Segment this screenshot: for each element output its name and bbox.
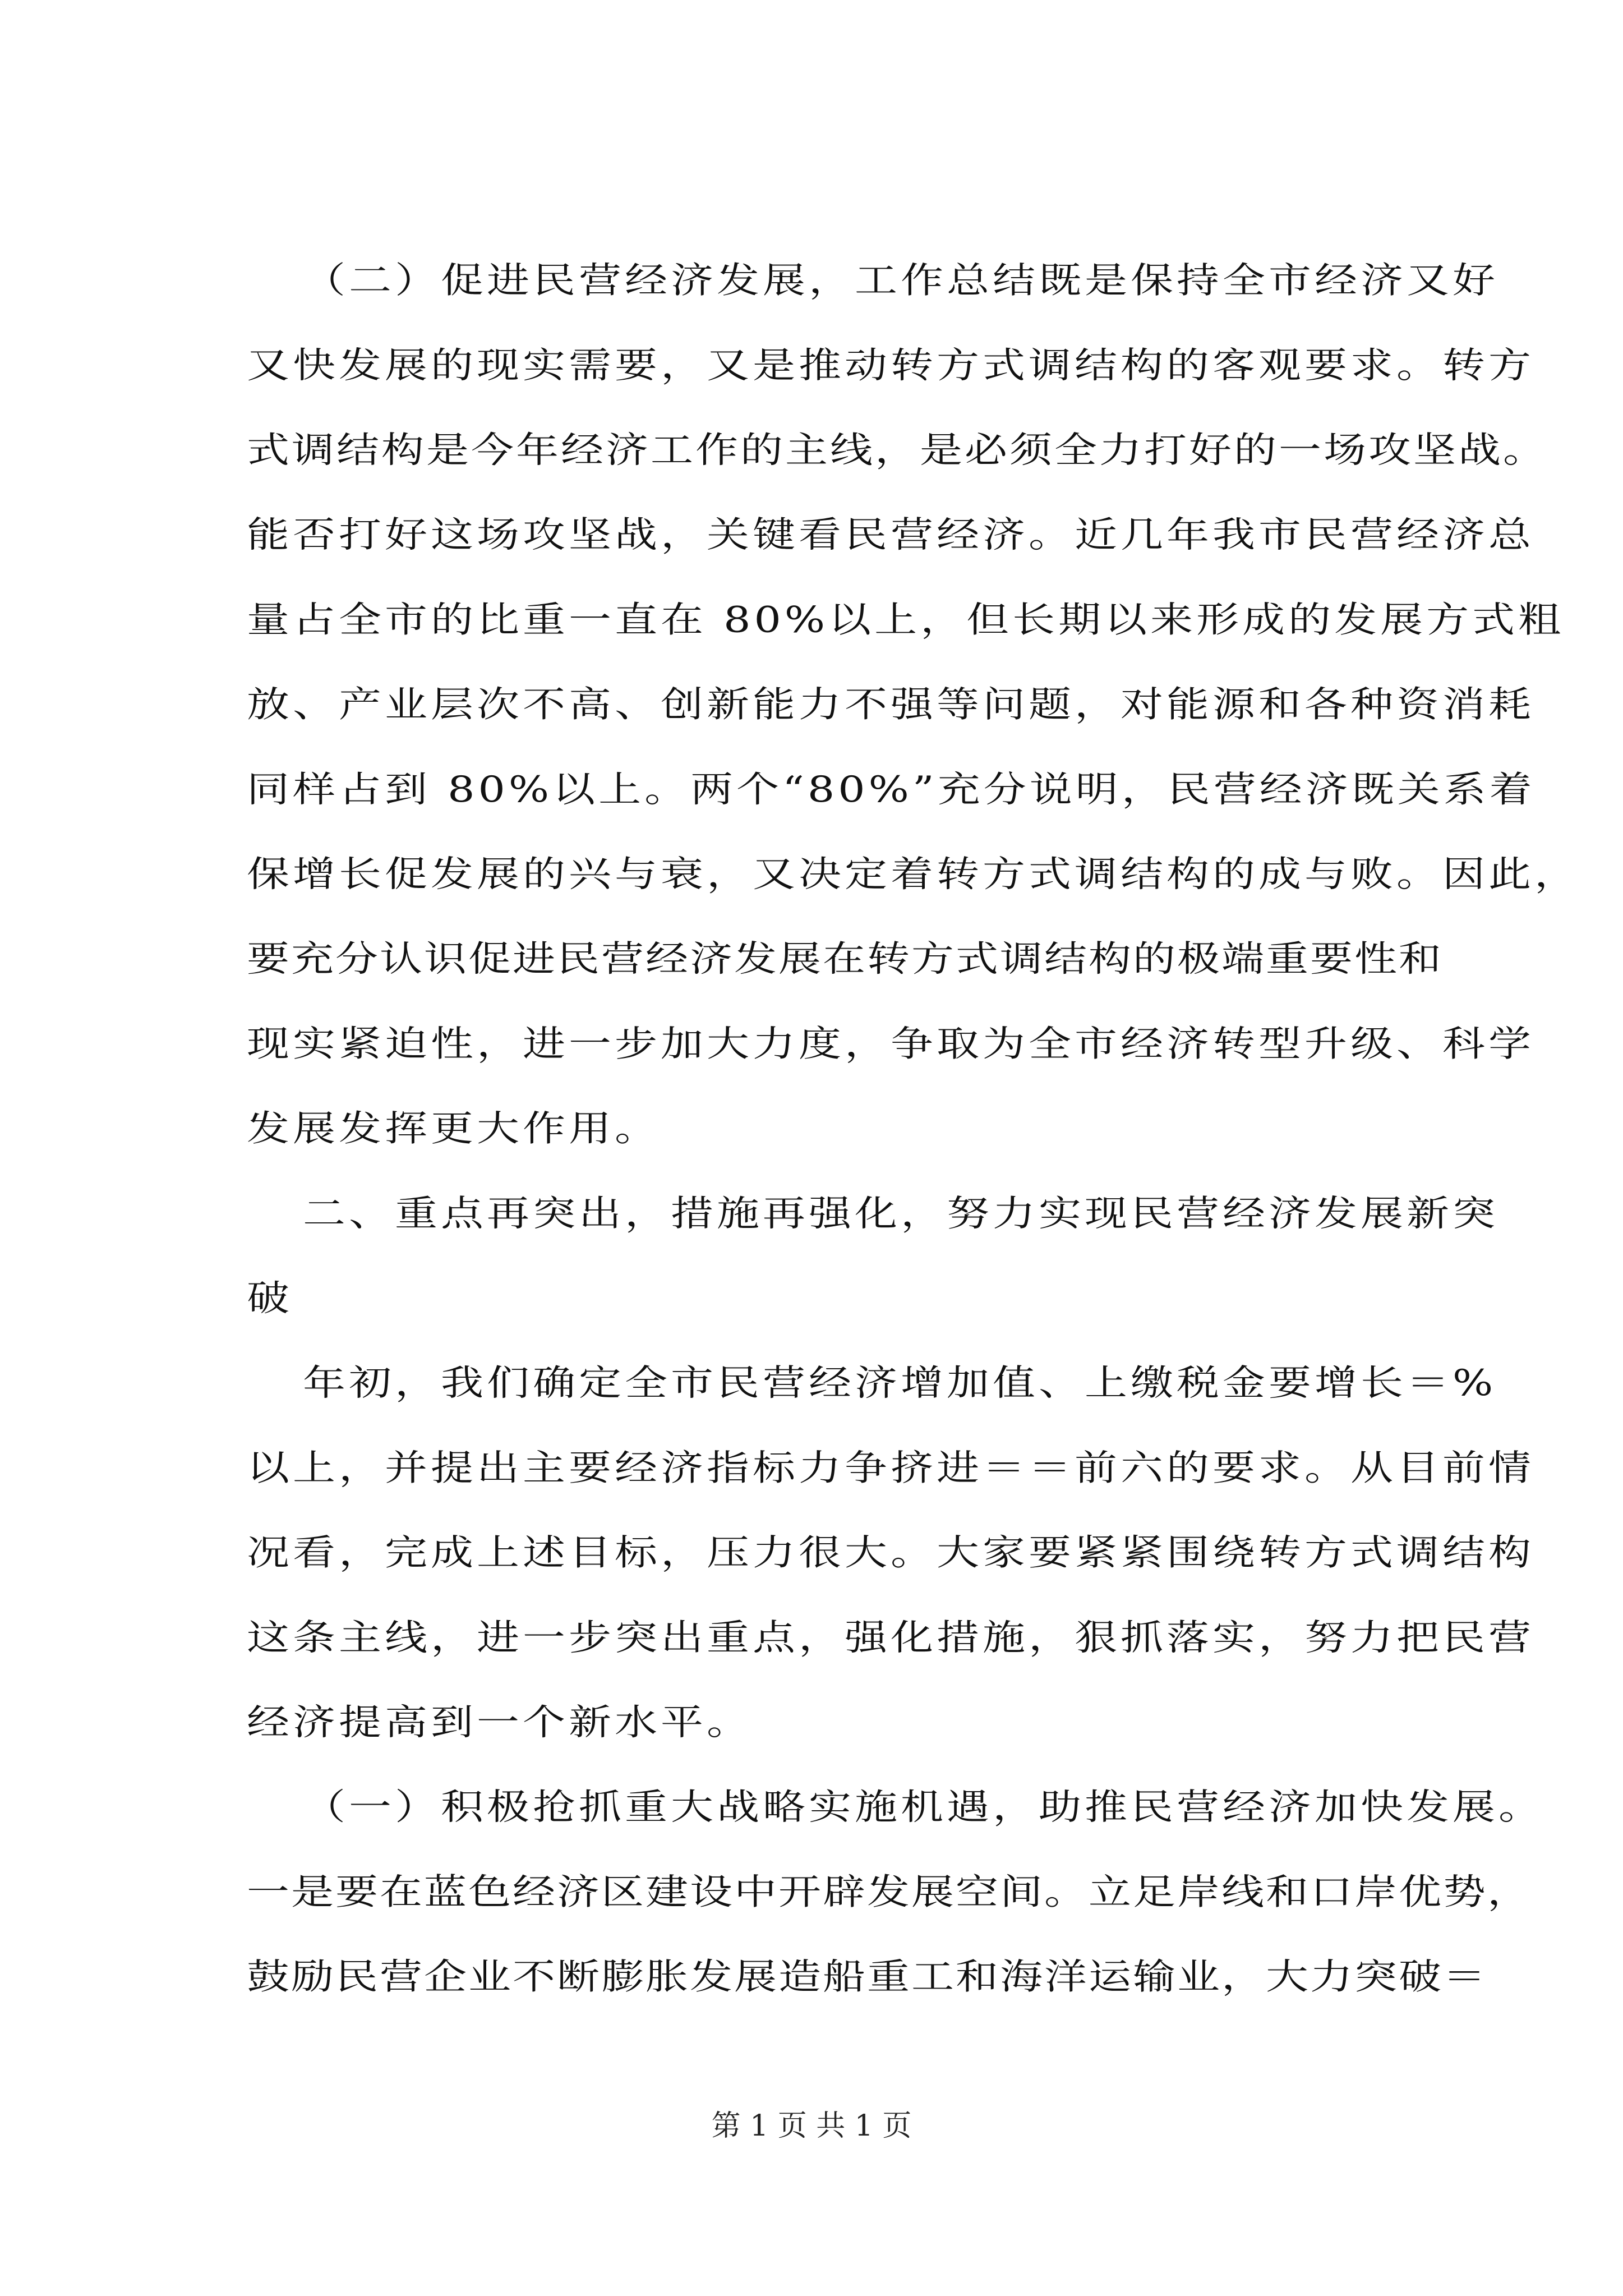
paragraph-line: 放、产业层次不高、创新能力不强等问题，对能源和各种资消耗 xyxy=(247,683,1534,725)
subsection-heading-line: （一）积极抢抓重大战略实施机遇，助推民营经济加快发展。 xyxy=(303,1786,1544,1828)
paragraph-line: （二）促进民营经济发展，工作总结既是保持全市经济又好 xyxy=(303,259,1498,301)
paragraph-line: 一是要在蓝色经济区建设中开辟发展空间。立足岸线和口岸优势， xyxy=(247,1870,1532,1913)
paragraph-line: 年初，我们确定全市民营经济增加值、上缴税金要增长＝% xyxy=(303,1361,1497,1404)
paragraph-line: 量占全市的比重一直在 80%以上，但长期以来形成的发展方式粗 xyxy=(247,598,1565,641)
paragraph-line: 式调结构是今年经济工作的主线，是必须全力打好的一场攻坚战。 xyxy=(247,429,1548,471)
paragraph-line: 保增长促发展的兴与衰，又决定着转方式调结构的成与败。因此， xyxy=(247,853,1580,895)
paragraph-line: 鼓励民营企业不断膨胀发展造船重工和海洋运输业，大力突破＝ xyxy=(247,1955,1487,1998)
paragraph-line: 能否打好这场攻坚战，关键看民营经济。近几年我市民营经济总 xyxy=(247,513,1534,556)
page-number-label: 第 1 页 共 1 页 xyxy=(711,2109,912,2143)
paragraph-line: 要充分认识促进民营经济发展在转方式调结构的极端重要性和 xyxy=(247,937,1443,980)
paragraph-line: 况看，完成上述目标，压力很大。大家要紧紧围绕转方式调结构 xyxy=(247,1531,1534,1573)
section-heading-line: 二、重点再突出，措施再强化，努力实现民营经济发展新突 xyxy=(303,1192,1498,1234)
paragraph-line: 又快发展的现实需要，又是推动转方式调结构的客观要求。转方 xyxy=(247,344,1534,386)
section-heading-line: 破 xyxy=(247,1277,293,1319)
paragraph-line: 经济提高到一个新水平。 xyxy=(247,1701,753,1743)
paragraph-line: 这条主线，进一步突出重点，强化措施，狠抓落实，努力把民营 xyxy=(247,1616,1534,1658)
page-footer xyxy=(0,2109,1623,2143)
paragraph-line: 以上，并提出主要经济指标力争挤进＝＝前六的要求。从目前情 xyxy=(247,1446,1534,1489)
paragraph-line: 发展发挥更大作用。 xyxy=(247,1107,661,1149)
paragraph-line: 同样占到 80%以上。两个“80%”充分说明，民营经济既关系着 xyxy=(247,768,1536,810)
paragraph-line: 现实紧迫性，进一步加大力度，争取为全市经济转型升级、科学 xyxy=(247,1022,1534,1065)
